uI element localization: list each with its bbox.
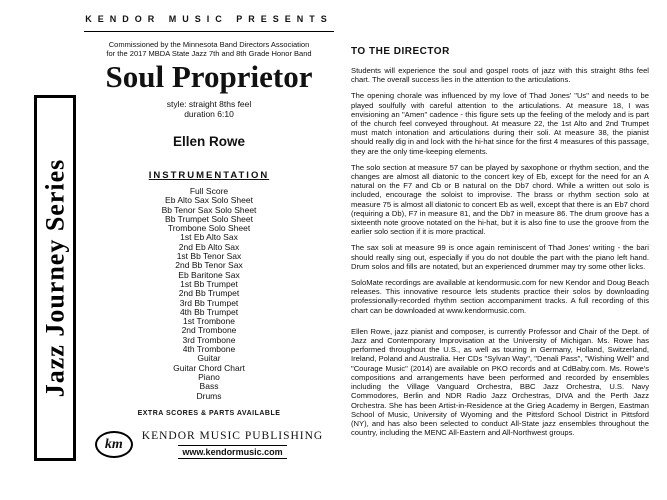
instrumentation-item: 2nd Bb Tenor Sax <box>175 260 243 271</box>
instrumentation-item: Guitar Chord Chart <box>173 362 245 373</box>
instrumentation-item: 4th Bb Trumpet <box>179 306 239 317</box>
cover-column <box>84 14 334 460</box>
instrumentation-item: Bass <box>199 381 219 392</box>
director-paragraph: SoloMate recordings are available at kendormusic.com for new Kendor and Doug Beach releases. This innovative resource lets students practice their solos by downloading professionally-recorded rhythm section accompaniment tracks. A full recording of this chart can be downloaded at www.kendormusic.com. <box>351 278 649 315</box>
instrumentation-item: 1st Trombone <box>183 316 235 327</box>
instrumentation-item: Guitar <box>197 353 221 364</box>
commission-line-2: for the 2017 MBDA State Jazz 7th and 8th Grade Honor Band <box>106 49 312 58</box>
kendor-logo-icon <box>95 431 133 458</box>
instrumentation-item: Eb Baritone Sax <box>178 269 240 280</box>
series-title: Jazz Journey Series <box>40 158 70 398</box>
instrumentation-item: Drums <box>196 390 222 401</box>
style-line: style: straight 8ths feel <box>166 99 252 109</box>
kendor-logo-text: km <box>104 436 123 452</box>
director-column <box>351 46 649 437</box>
publisher-block <box>84 430 334 460</box>
instrumentation-item: Bb Trumpet Solo Sheet <box>165 213 253 224</box>
series-spine-box <box>34 95 76 461</box>
instrumentation-item: Eb Alto Sax Solo Sheet <box>165 195 253 206</box>
instrumentation-item: Bb Tenor Sax Solo Sheet <box>161 204 257 215</box>
instrumentation-item: 3rd Trombone <box>182 334 236 345</box>
instrumentation-item: 4th Trombone <box>182 344 236 355</box>
instrumentation-heading: INSTRUMENTATION <box>148 170 270 181</box>
instrumentation-item: Trombone Solo Sheet <box>167 223 251 234</box>
instrumentation-item: 1st Bb Trumpet <box>180 278 238 289</box>
composer-bio: Ellen Rowe, jazz pianist and composer, is currently Professor and Chair of the Dept. of Jazz and Contemporary Improvisation at the University of Michigan. Ms. Rowe has performed throughout the U.S., as well as touring in Germany, Holland, Switzerland, Ireland, Poland and Australia. Her CDs "Sylvan Way", "Denali Pass", "Wishing Well" and "Courage Music" (2014) are available on PKO records and at CdBaby.com. Ms. Rowe's compositions and arrangements have been performed and recorded by ensembles including the Village Vanguard Orchestra, BBC Jazz Orchestra, U.S. Navy Commodores, Berlin and NDR Radio Jazz Orchestras, DIVA and the Perth Jazz Orchestra. She has been Artist-in-Residence at the Grieg Academy in Bergen, Eastman School of Music, University of Wyoming and the Pittsford School District in Pittsford (NY), and has also been selected to conduct All-State jazz ensembles throughout the country, including the MENC All-Eastern and All-Northwest groups. <box>351 326 649 438</box>
director-paragraphs <box>351 66 649 315</box>
composer-name: Ellen Rowe <box>172 134 245 149</box>
director-paragraph: The sax soli at measure 99 is once again reminiscent of Thad Jones' writing - the bari should really sing out, especially if you do not double the part with the piano left hand. Drum solos and fills are notated, but an experienced drummer may try some other licks. <box>351 243 649 271</box>
instrumentation-item: 3rd Bb Trumpet <box>179 297 239 308</box>
instrumentation-list <box>84 187 334 401</box>
director-paragraph: Students will experience the soul and gospel roots of jazz with this straight 8ths feel chart. The overall success lies in the attention to the articulations. <box>351 66 649 85</box>
publisher-website: www.kendormusic.com <box>178 445 286 459</box>
instrumentation-item: 1st Eb Alto Sax <box>180 232 238 243</box>
publisher-name: KENDOR MUSIC PUBLISHING <box>141 429 324 442</box>
instrumentation-item: 2nd Eb Alto Sax <box>178 241 240 252</box>
presents-line: KENDOR MUSIC PRESENTS <box>84 14 334 32</box>
commission-line-1: Commissioned by the Minnesota Band Directors Association <box>108 40 310 49</box>
duration-line: duration 6:10 <box>184 109 234 119</box>
instrumentation-item: 2nd Bb Trumpet <box>178 288 240 299</box>
director-paragraph: The solo section at measure 57 can be played by saxophone or rhythm section, and the changes are almost all diatonic to the concert key of Eb, except for the need for an A natural on the F7 and Cb or B natural on the Db7 chord. While a written out solo is included, encourage the soloist to improvise. The brass or rhythm section solo at measure 75 is almost all diatonic to concert Eb as well, except that there is an Eb7 chord (requiring a Db), F7 in measure 81, and the Db7 in measure 86. The drum groove has a sixteenth note groove notated on the hi-hat, but it is also fine to use the groove from the earlier solo section if it is more practical. <box>351 162 649 237</box>
publisher-text <box>142 430 323 460</box>
instrumentation-item: Piano <box>198 371 220 382</box>
instrumentation-item: Full Score <box>189 186 229 196</box>
instrumentation-item: 1st Bb Tenor Sax <box>176 251 242 262</box>
director-paragraph: The opening chorale was influenced by my love of Thad Jones' "Us" and needs to be played soulfully with careful attention to the articulations. At measure 18, I was envisioning an "Amen" cadence - this figure sets up the feeling of the melody and is part of the church feel conveyed throughout. At measure 22, the 1st Alto and 2nd Trumpet must match intonation and articulations during their soli. At measure 38, the pianist should really dig in and lock with the hi-hat since for the first 4 measures of this passage, they are the only time-keeping elements. <box>351 91 649 156</box>
extra-scores-note: EXTRA SCORES & PARTS AVAILABLE <box>137 409 281 417</box>
instrumentation-item: 2nd Trombone <box>181 325 237 336</box>
commission-block <box>84 40 334 58</box>
director-heading: TO THE DIRECTOR <box>351 46 450 57</box>
page-title: Soul Proprietor <box>105 59 313 94</box>
